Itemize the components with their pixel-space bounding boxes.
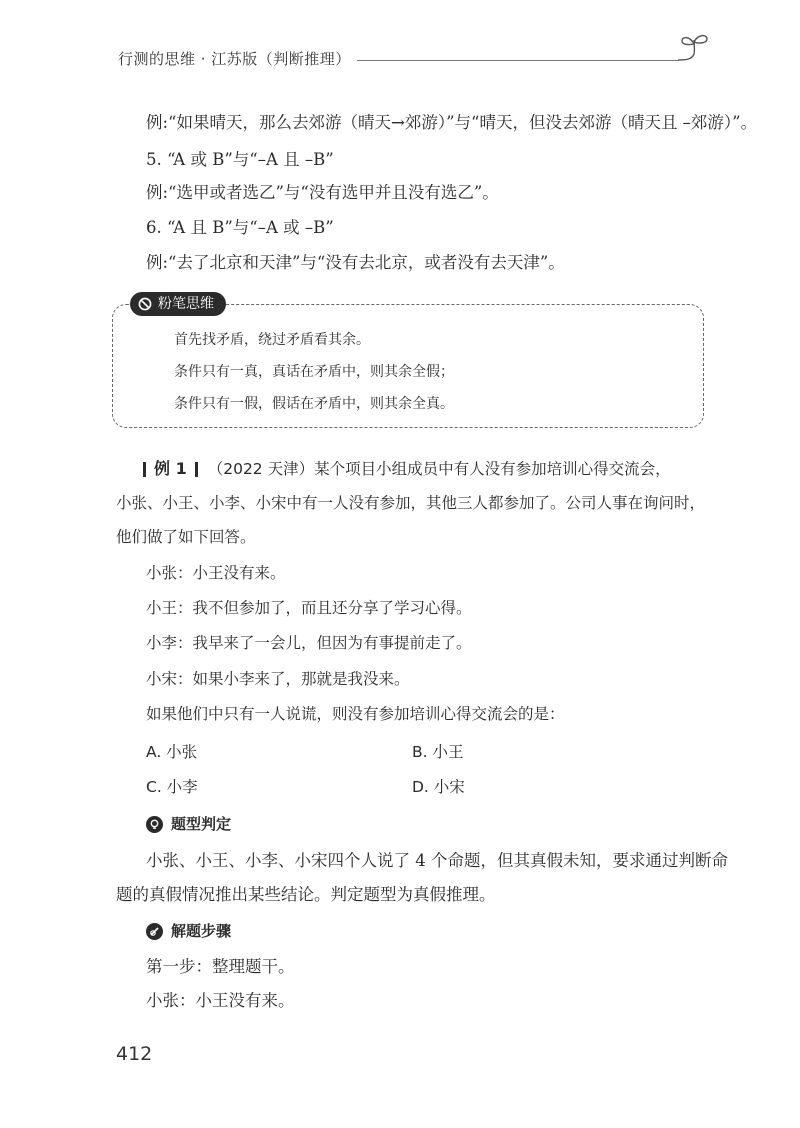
example-text-line: 小张、小王、小李、小宋中有一人没有参加，其他三人都参加了。公司人事在询问时， bbox=[116, 494, 706, 512]
steps-section-heading bbox=[146, 921, 231, 941]
statement-xiaosong: 小宋：如果小李来了，那就是我没来。 bbox=[146, 670, 410, 688]
option-d: D. 小宋 bbox=[412, 778, 465, 796]
example-header bbox=[143, 458, 671, 480]
lightbulb-icon bbox=[146, 816, 163, 833]
type-section-title: 题型判定 bbox=[171, 815, 232, 833]
example-label-bar-right bbox=[195, 462, 198, 477]
option-a: A. 小张 bbox=[146, 743, 198, 761]
example-question: 如果他们中只有一人说谎，则没有参加培训心得交流会的是： bbox=[146, 705, 565, 723]
rule-example-6: 例:“去了北京和天津”与“没有去北京，或者没有去天津”。 bbox=[146, 253, 565, 272]
type-section-heading bbox=[146, 814, 231, 834]
type-section-line: 题的真假情况推出某些结论。判定题型为真假推理。 bbox=[116, 885, 496, 904]
rule-example-4: 例:“如果晴天，那么去郊游（晴天→郊游）”与“晴天，但没去郊游（晴天且 –郊游）”。 bbox=[146, 113, 758, 132]
statement-xiaowang: 小王：我不但参加了，而且还分享了学习心得。 bbox=[146, 599, 472, 617]
example-intro: （2022 天津）某个项目小组成员中有人没有参加培训心得交流会， bbox=[207, 460, 671, 478]
steps-section-line: 小张：小王没有来。 bbox=[146, 991, 295, 1010]
page-number: 412 bbox=[116, 1043, 153, 1065]
thinking-line: 条件只有一真，真话在矛盾中，则其余全假； bbox=[174, 364, 454, 380]
thinking-line: 首先找矛盾，绕过矛盾看其余。 bbox=[174, 332, 370, 348]
rule-6: 6. “A 且 B”与“–A 或 –B” bbox=[146, 218, 334, 237]
option-c: C. 小李 bbox=[146, 778, 198, 796]
example-label-bar-left bbox=[143, 462, 146, 477]
thinking-line: 条件只有一假，假话在矛盾中，则其余全真。 bbox=[174, 396, 454, 412]
sprout-icon bbox=[674, 30, 714, 64]
no-sign-icon bbox=[138, 297, 152, 311]
thinking-tag-label: 粉笔思维 bbox=[158, 296, 214, 312]
running-header: 行测的思维 · 江苏版（判断推理） bbox=[118, 48, 357, 69]
thinking-tag bbox=[130, 292, 226, 316]
pencil-icon bbox=[146, 923, 163, 940]
steps-section-title: 解题步骤 bbox=[171, 922, 232, 940]
statement-xiaozhang: 小张：小王没有来。 bbox=[146, 564, 286, 582]
type-section-line: 小张、小王、小李、小宋四个人说了 4 个命题，但其真假未知，要求通过判断命 bbox=[146, 851, 728, 870]
statement-xiaoli: 小李：我早来了一会儿，但因为有事提前走了。 bbox=[146, 634, 472, 652]
option-b: B. 小王 bbox=[412, 743, 464, 761]
example-label: 例 1 bbox=[154, 459, 187, 478]
example-text-line: 他们做了如下回答。 bbox=[116, 528, 256, 546]
rule-example-5: 例:“选甲或者选乙”与“没有选甲并且没有选乙”。 bbox=[146, 183, 499, 202]
rule-5: 5. “A 或 B”与“–A 且 –B” bbox=[146, 150, 334, 169]
steps-section-line: 第一步：整理题干。 bbox=[146, 957, 295, 976]
